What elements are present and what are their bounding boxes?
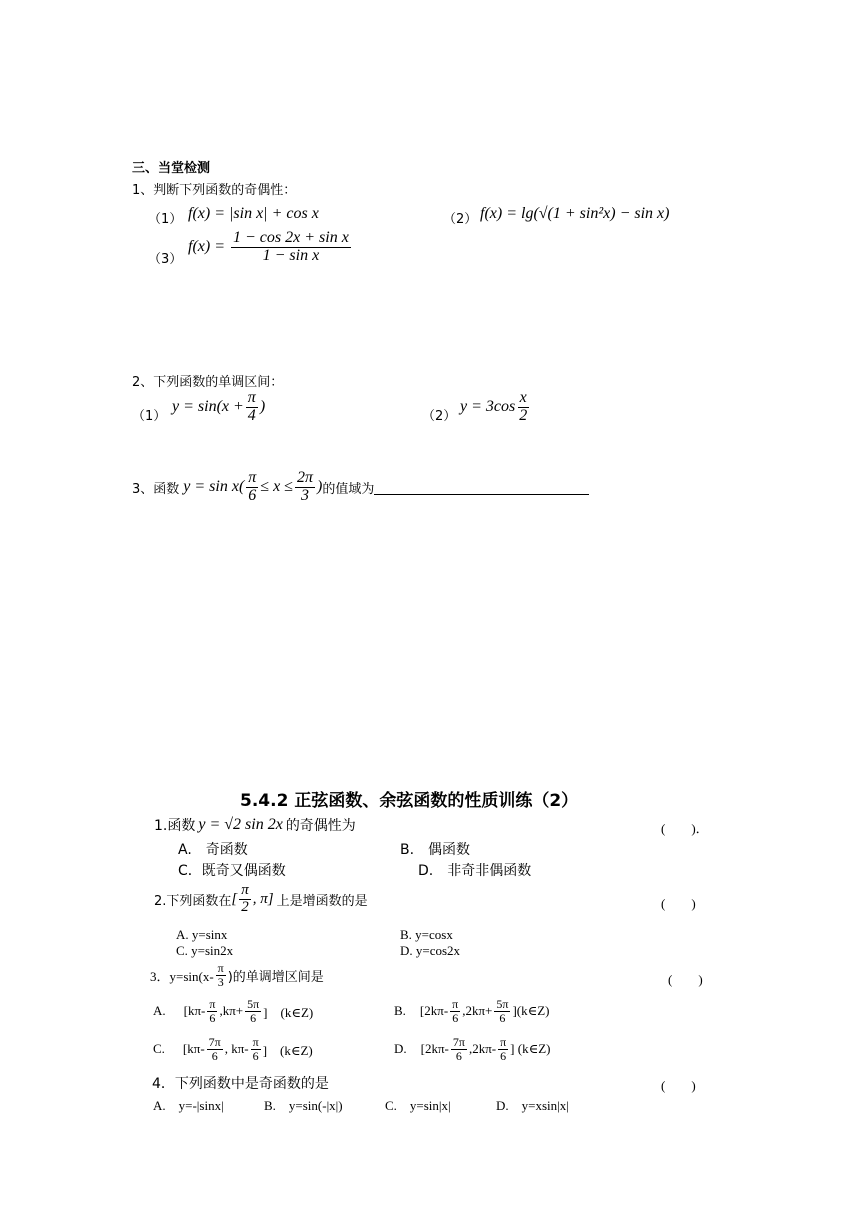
q1-a-expression: f(x) = |sin x| + cos x [188,205,319,222]
q2-b-num: x [519,389,527,406]
q2-a-rhs: ) [259,398,266,416]
t-q3-b-p2: ,2kπ+ [462,1003,493,1019]
q2-a-expression [172,390,265,425]
t-q3-d-f1d: 6 [455,1048,462,1063]
question-1-stem: 1、判断下列函数的奇偶性： [132,183,297,198]
t-q3-c-label: C. [153,1041,165,1057]
t-q1-prefix: 1.函数 [154,818,196,834]
t-q1-option-c: C．既奇又偶函数 [178,863,286,879]
t-q1-paren: ( )． [661,821,709,836]
t-q3-den: 3 [217,974,224,989]
t-q3-stem [150,962,324,988]
t-q4-stem: 4．下列函数中是奇函数的是 [152,1076,329,1092]
q2-a-den: 4 [247,406,256,424]
t-q3-a-f2n: 5π [247,997,260,1011]
q1-a-label: （1） [148,212,183,227]
t-q2-option-d: D. y=cos2x [400,943,461,958]
t-q1-stem [154,815,356,835]
t-q3-c-f1d: 6 [211,1048,218,1063]
t-q3-d-label: D. [394,1041,407,1057]
t-q2-num: π [241,882,249,898]
t-q3-option-b [394,998,550,1024]
q1-c-expression [188,230,353,265]
t-q3-a-p1: [kπ- [183,1003,206,1019]
t-q3-suffix: )的单调增区间是 [227,969,324,985]
t-q3-prefix: 3．y=sin(x- [150,968,214,984]
t-q3-c-p2: , kπ- [224,1041,249,1057]
question-3 [132,470,589,505]
t-q3-d-p2: ,2kπ- [468,1041,497,1057]
q1-b-expression: f(x) = lg(√(1 + sin²x) − sin x) [480,205,670,222]
t-q3-d-f2d: 6 [500,1048,507,1063]
q1-c-numerator: 1 − cos 2x + sin x [233,229,349,246]
t-q3-d-f1n: 7π [452,1035,465,1049]
t-q3-paren: ( ) [668,972,703,987]
t-q4-option-b: B. y=sin(-|x|) [264,1098,343,1113]
question-2-stem: 2、下列函数的单调区间： [132,375,284,390]
q1-b-label: （2） [443,212,478,227]
t-q3-option-d [394,1036,550,1062]
t-q3-b-f1d: 6 [452,1010,459,1025]
t-q3-b-f2n: 5π [496,997,509,1011]
q1-c-lhs: f(x) = [188,238,225,256]
t-q2-option-c: C. y=sin2x [176,943,234,958]
q2-b-label: （2） [422,409,457,424]
t-q3-d-p3: ] (k∈Z) [510,1041,551,1057]
t-q1-option-b: B. 偶函数 [400,842,471,858]
q3-mid: ≤ x ≤ [260,478,293,496]
t-q3-c-p1: [kπ- [182,1041,205,1057]
section-heading: 三、当堂检测 [132,161,211,176]
q3-f1-den: 6 [248,486,257,504]
q3-answer-blank[interactable] [374,480,589,495]
t-q2-suffix: 上是增函数的是 [276,893,368,909]
t-q2-option-a: A. y=sinx [176,927,228,942]
t-q1-option-a: A. 奇函数 [178,842,248,858]
t-q3-b-f1n: π [452,997,459,1011]
q3-stem-suffix: 的值域为 [322,481,375,497]
t-q1-option-d: D. 非奇非偶函数 [418,863,532,879]
t-q3-c-f2n: π [252,1035,259,1049]
t-q4-option-c: C. y=sin|x| [385,1098,451,1113]
t-q3-d-f2n: π [500,1035,507,1049]
t-q3-a-f2d: 6 [250,1010,257,1025]
q3-stem-prefix: 3、函数 [132,481,180,497]
t-q2-prefix: 2.下列函数在 [154,893,232,909]
q3-expr-lhs: y = sin x( [183,478,245,496]
t-q3-b-f2d: 6 [499,1010,506,1025]
t-q2-open: [ [231,890,238,907]
q1-c-label: （3） [148,252,183,267]
q2-a-label: （1） [132,409,167,424]
t-q3-a-p3: ] (k∈Z) [263,1004,314,1020]
t-q3-a-label: A. [153,1003,166,1019]
t-q3-a-f1n: π [209,997,216,1011]
q2-a-num: π [247,389,256,406]
q3-f2-num: 2π [296,469,313,486]
t-q3-b-label: B. [394,1003,406,1019]
q3-f1-num: π [248,469,257,486]
t-q3-b-p1: [2kπ- [419,1003,449,1019]
q2-b-expression [460,390,531,425]
t-q4-paren: ( ) [661,1078,696,1093]
t-q2-stem [154,883,368,916]
t-q3-a-f1d: 6 [209,1010,216,1025]
q3-expr-rhs: ) [316,478,323,496]
q2-a-lhs: y = sin(x + [172,398,244,416]
t-q2-close: , π] [252,890,274,907]
t-q2-den: 2 [241,898,249,915]
q2-b-den: 2 [519,406,528,424]
t-q2-option-b: B. y=cosx [400,927,453,942]
t-q3-b-p3: ](k∈Z) [512,1003,550,1019]
t-q1-suffix: 的奇偶性为 [285,818,356,834]
t-q4-option-d: D. y=xsin|x| [496,1098,569,1113]
t-q2-paren: ( ) [661,896,696,911]
q2-b-lhs: y = 3cos [460,398,516,416]
q3-f2-den: 3 [300,486,309,504]
t-q3-option-a [153,998,313,1024]
training-title: 5.4.2 正弦函数、余弦函数的性质训练（2） [240,791,579,811]
q1-c-denominator: 1 − sin x [262,246,320,264]
t-q3-num: π [217,961,224,975]
t-q3-a-p2: ,kπ+ [219,1003,244,1019]
t-q4-option-a: A. y=-|sinx| [153,1098,224,1113]
t-q3-d-p1: [2kπ- [420,1041,449,1057]
t-q1-expr: y = √2 sin 2x [198,816,283,833]
t-q3-c-f2d: 6 [252,1048,259,1063]
t-q3-c-p3: ] (k∈Z) [262,1042,313,1058]
t-q3-option-c [153,1036,313,1062]
t-q3-c-f1n: 7π [208,1035,221,1049]
